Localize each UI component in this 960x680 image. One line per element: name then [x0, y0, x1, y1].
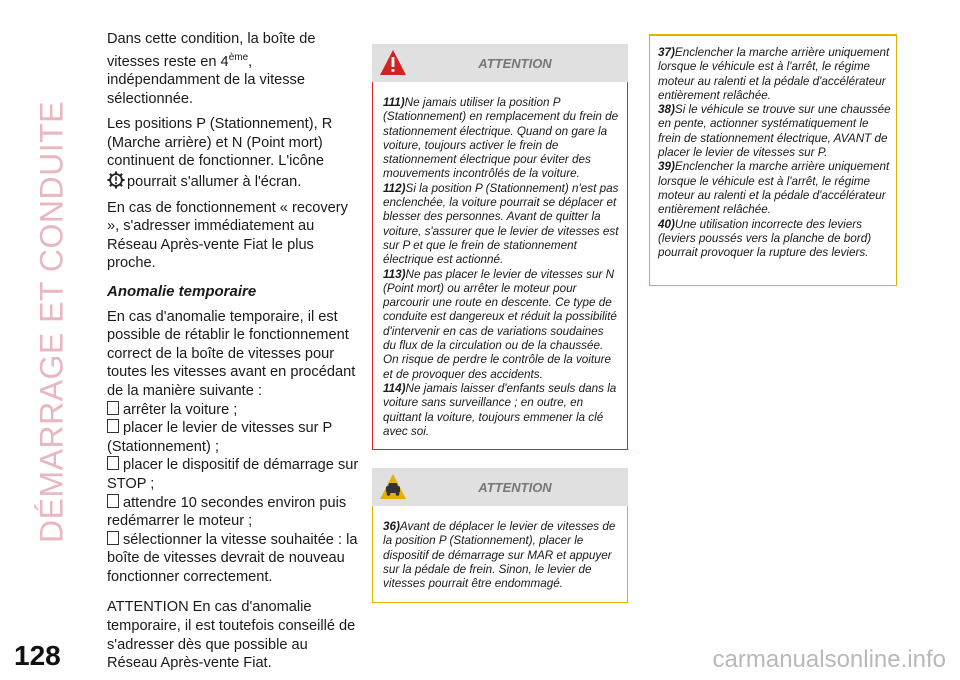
warning-item: 114)Ne jamais laisser d'enfants seuls dans la voiture sans surveillance ; en outre, en quittant la voiture, toujours emmener la clé avec soi.	[383, 381, 617, 438]
section-title-vertical: DÉMARRAGE ET CONDUITE	[33, 101, 70, 543]
list-item: placer le levier de vitesses sur P (Stationnement) ;	[107, 420, 333, 455]
checkbox-bullet-icon	[107, 419, 119, 433]
gearbox-failure-icon	[107, 171, 125, 189]
paragraph-positions: Les positions P (Stationnement), R (Marche arrière) et N (Point mort) continuent de fonctionner. L'icône pourrait s'allumer à l'écran.	[107, 116, 333, 191]
danger-warning-icon	[378, 48, 408, 78]
warning-item: 36)Avant de déplacer le levier de vitesses de la position P (Stationnement), placer le dispositif de démarrage sur MAR et appuyer sur la pédale de frein. Sinon, le levier de vitesses pourrait être endommagé.	[383, 520, 616, 591]
paragraph-recovery: En cas de fonctionnement « recovery », s'adresser immédiatement au Réseau Après-vente Fiat le plus proche.	[107, 199, 348, 272]
section-heading: Anomalie temporaire	[107, 282, 257, 300]
list-item: attendre 10 secondes environ puis redémarrer le moteur ;	[107, 494, 347, 530]
checkbox-bullet-icon	[107, 456, 119, 470]
paragraph-attention: ATTENTION En cas d'anomalie temporaire, il est toutefois conseillé de s'adresser dès que possible au Réseau Après-vente Fiat.	[107, 599, 356, 672]
warnings-continued	[649, 34, 897, 286]
vehicle-damage-warning-icon	[378, 472, 408, 502]
warning-item: 113)Ne pas placer le levier de vitesses sur N (Point mort) ou arrêter le moteur pour parcourir une route en descente. Ce type de conduite est dangereux et réduit la possibilité d'intervenir en cas de variations soudaines du flux de la circulation ou de la chaussée. On risque de perdre le contrôle de la voiture et de provoquer des accidents.	[383, 267, 617, 381]
warning-item: 112)Si la position P (Stationnement) n'est pas enclenchée, la voiture pourrait se déplacer et blesser des personnes. Avant de quitter la voiture, s'assurer que le levier de vitesses est sur P et que le frein de stationnement électrique est actionné.	[383, 181, 619, 267]
main-text-column	[107, 30, 359, 680]
watermark: carmanualsonline.info	[712, 646, 946, 673]
warning-item: 111)Ne jamais utiliser la position P (Stationnement) en remplacement du frein de stationnement électrique. Quand on gare la voiture, toujours activer le frein de stationnement électrique pour éviter des mouvements incontrôlés de la voiture.	[383, 96, 619, 181]
warnings-column	[372, 44, 628, 603]
paragraph-gear: Dans cette condition, la boîte de vitesses reste en 4ème, indépendamment de la vitesse sélectionnée.	[107, 31, 316, 107]
list-item: sélectionner la vitesse souhaitée : la boîte de vitesses devrait de nouveau fonctionner correctement.	[107, 531, 358, 585]
warning-item: 40)Une utilisation incorrecte des leviers (leviers poussés vers la planche de bord) pourrait provoquer la rupture des leviers.	[658, 217, 872, 260]
checkbox-bullet-icon	[107, 401, 119, 415]
warning-header-red	[372, 44, 628, 82]
procedure-steps	[107, 401, 359, 587]
warning-title: ATTENTION	[478, 55, 552, 71]
warning-item: 37)Enclencher la marche arrière uniquement lorsque le véhicule est à l'arrêt, le régime moteur au ralenti et la pédale d'accélérateur entièrement relâchée.	[658, 46, 890, 102]
warning-item: 39)Enclencher la marche arrière uniquement lorsque le véhicule est à l'arrêt, le régime moteur au ralenti et la pédale d'accélérateur entièrement relâchée.	[658, 160, 890, 217]
checkbox-bullet-icon	[107, 531, 119, 545]
list-item: placer le dispositif de démarrage sur STOP ;	[107, 457, 359, 492]
paragraph-procedure: En cas d'anomalie temporaire, il est possible de rétablir le fonctionnement correct de la boîte de vitesses pour toutes les vitesses avant en procédant de la manière suivante :	[107, 308, 356, 399]
warning-body-red	[372, 82, 628, 450]
warning-item: 38)Si le véhicule se trouve sur une chaussée en pente, actionner systématiquement le frein de stationnement électrique, AVANT de placer le levier de vitesses sur P.	[658, 103, 891, 160]
warning-title: ATTENTION	[478, 479, 552, 495]
list-item: arrêter la voiture ;	[107, 401, 359, 420]
checkbox-bullet-icon	[107, 494, 119, 508]
page-number: 128	[14, 640, 61, 671]
warning-header-yellow	[372, 468, 628, 506]
warning-body-yellow	[372, 506, 628, 602]
